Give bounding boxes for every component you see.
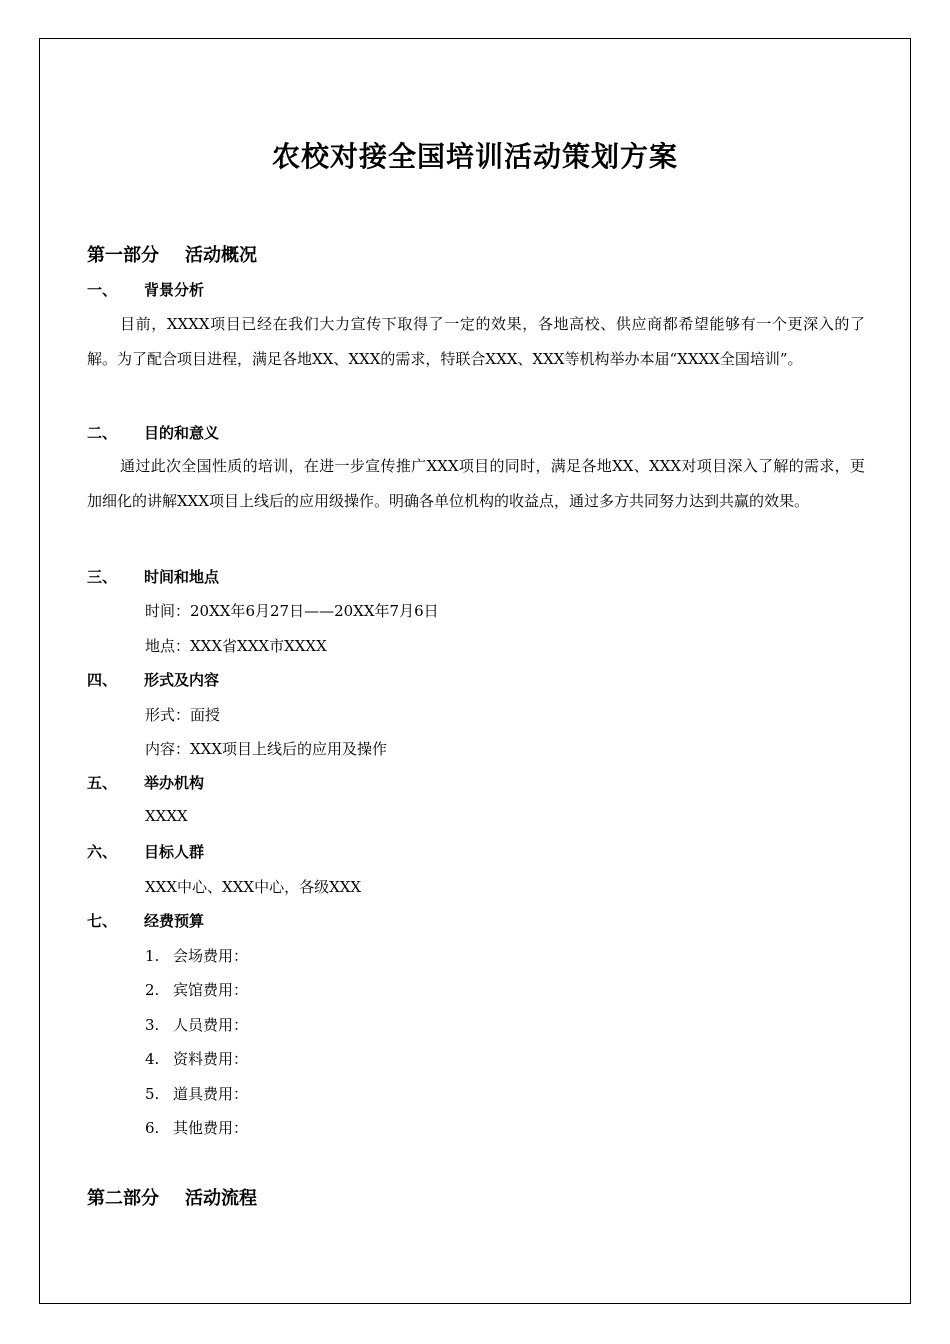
section-label: 举办机构 [144, 774, 205, 792]
place-line: 地点：XXX省XXX市XXXX [145, 637, 327, 655]
section-number: 一、 [87, 281, 118, 299]
organizer-line: XXXX [145, 807, 188, 825]
budget-item-label: 道具费用： [173, 1085, 249, 1103]
part-label: 活动流程 [185, 1188, 257, 1209]
part-prefix: 第一部分 [87, 245, 159, 266]
budget-item [145, 945, 248, 966]
budget-item-number: 4. [145, 1050, 160, 1068]
part-label: 活动概况 [185, 245, 257, 266]
budget-item-number: 6. [145, 1119, 160, 1137]
budget-item-number: 2. [145, 981, 160, 999]
section-heading-background [87, 279, 204, 300]
section-number: 七、 [87, 912, 118, 930]
section-label: 背景分析 [144, 281, 205, 299]
audience-line: XXX中心、XXX中心，各级XXX [145, 878, 362, 896]
section-label: 形式及内容 [144, 671, 220, 689]
time-line: 时间：20XX年6月27日——20XX年7月6日 [145, 602, 439, 620]
part-prefix: 第二部分 [87, 1188, 159, 1209]
section-label: 目的和意义 [144, 424, 220, 442]
budget-item-label: 其他费用： [173, 1119, 249, 1137]
section-number: 三、 [87, 568, 118, 586]
section-heading-organizer [87, 772, 204, 793]
section-number: 四、 [87, 671, 118, 689]
budget-item-label: 资料费用： [173, 1050, 249, 1068]
budget-item [145, 1014, 248, 1035]
section-heading-audience [87, 841, 204, 862]
background-paragraph: 目前，XXXX项目已经在我们大力宣传下取得了一定的效果，各地高校、供应商都希望能够有一个更深入的了解。为了配合项目进程，满足各地XX、XXX的需求，特联合XXX、XXX等机构举办本届“XXXX全国培训”。 [87, 315, 865, 368]
budget-item-label: 人员费用： [173, 1016, 249, 1034]
budget-item-number: 1. [145, 947, 160, 965]
purpose-paragraph: 通过此次全国性质的培训，在进一步宣传推广XXX项目的同时，满足各地XX、XXX对项目深入了解的需求，更加细化的讲解XXX项目上线后的应用级操作。明确各单位机构的收益点，通过多方共同努力达到共赢的效果。 [87, 457, 865, 510]
part-heading-2 [87, 1184, 257, 1210]
budget-item [145, 1083, 248, 1104]
content-line: 内容：XXX项目上线后的应用及操作 [145, 740, 388, 758]
section-label: 目标人群 [144, 843, 205, 861]
section-heading-form [87, 669, 219, 690]
section-label: 经费预算 [144, 912, 205, 930]
section-heading-budget [87, 910, 204, 931]
budget-item [145, 1048, 248, 1069]
document-title: 农校对接全国培训活动策划方案 [271, 140, 678, 173]
budget-item [145, 979, 248, 1000]
section-label: 时间和地点 [144, 568, 220, 586]
budget-item-label: 会场费用： [173, 947, 249, 965]
section-number: 二、 [87, 424, 118, 442]
section-number: 五、 [87, 774, 118, 792]
budget-item [145, 1117, 248, 1138]
part-heading-1 [87, 241, 257, 267]
budget-item-number: 3. [145, 1016, 160, 1034]
section-heading-purpose [87, 422, 219, 443]
section-number: 六、 [87, 843, 118, 861]
form-line: 形式：面授 [145, 706, 221, 724]
budget-item-label: 宾馆费用： [173, 981, 249, 999]
budget-item-number: 5. [145, 1085, 160, 1103]
section-heading-time-place [87, 566, 219, 587]
